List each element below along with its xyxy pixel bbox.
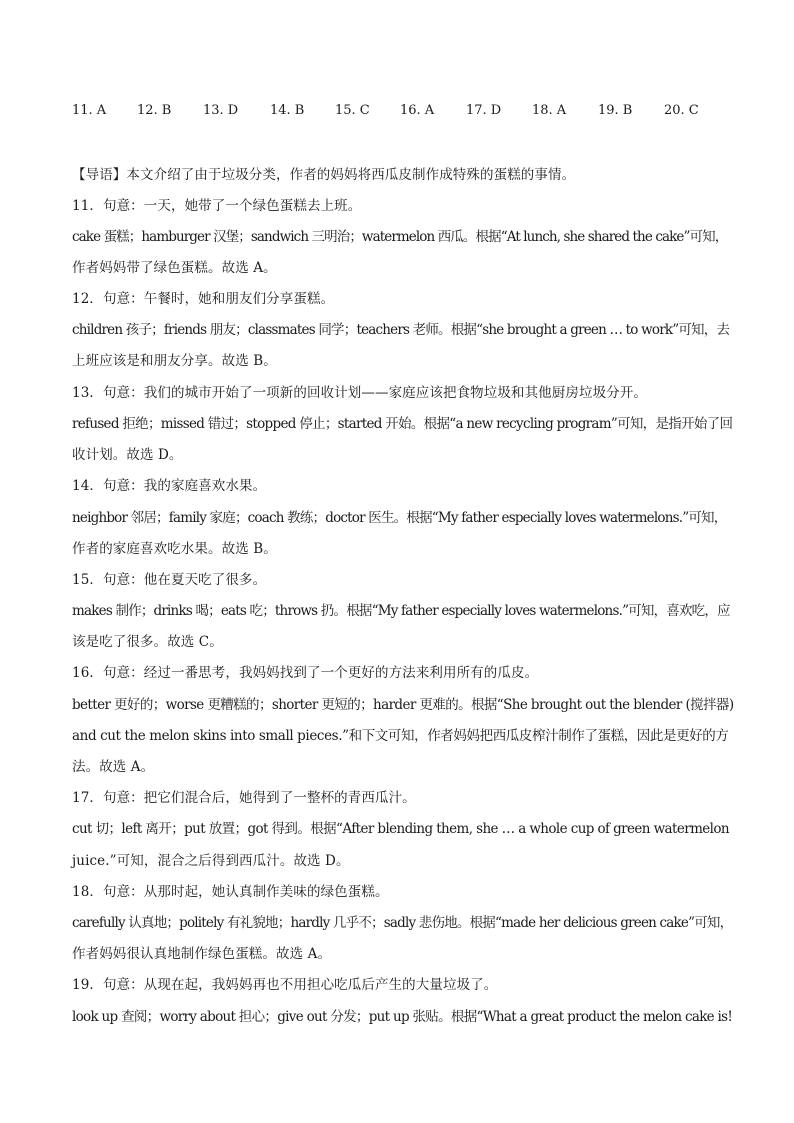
explanation-line: 该是吃了很多。故选 C。 <box>72 634 223 650</box>
answer-key-item: 15. C <box>335 103 370 118</box>
question-meaning: 15．句意：他在夏天吃了很多。 <box>72 572 267 588</box>
question-meaning: 17．句意：把它们混合后，她得到了一整杯的青西瓜汁。 <box>72 790 416 806</box>
explanation-line: 法。故选 A。 <box>72 759 155 775</box>
answer-key-item: 18. A <box>532 103 567 118</box>
question-meaning: 13．句意：我们的城市开始了一项新的回收计划——家庭应该把食物垃圾和其他厨房垃圾分开。 <box>72 385 647 401</box>
question-meaning: 19．句意：从现在起，我妈妈再也不用担心吃瓜后产生的大量垃圾了。 <box>72 977 498 993</box>
question-meaning: 12．句意：午餐时，她和朋友们分享蛋糕。 <box>72 291 335 307</box>
answer-key-item: 17. D <box>466 103 502 118</box>
question-meaning: 16．句意：经过一番思考，我妈妈找到了一个更好的方法来利用所有的瓜皮。 <box>72 665 539 681</box>
answer-key-item: 19. B <box>598 103 633 118</box>
explanation-line: children 孩子；friends 朋友；classmates 同学；teachers 老师。根据“she brought a green … to work”可知，去 <box>72 322 730 338</box>
answer-key-item: 11. A <box>72 103 107 118</box>
explanation-line: cut 切；left 离开；put 放置；got 得到。根据“After blending them, she … a whole cup of green watermelon <box>72 821 729 837</box>
answer-key-item: 20. C <box>664 103 699 118</box>
explanation-line: better 更好的；worse 更糟糕的；shorter 更短的；harder 更难的。根据“She brought out the blender (搅拌器) <box>72 697 734 713</box>
answer-key-item: 14. B <box>270 103 305 118</box>
explanation-line: juice.”可知，混合之后得到西瓜汁。故选 D。 <box>72 853 350 869</box>
lead-paragraph: 【导语】本文介绍了由于垃圾分类，作者的妈妈将西瓜皮制作成特殊的蛋糕的事情。 <box>72 167 576 183</box>
explanation-line: carefully 认真地；politely 有礼貌地；hardly 几乎不；sadly 悲伤地。根据“made her delicious green cake”可知， <box>72 915 733 931</box>
explanation-line: look up 查阅；worry about 担心；give out 分发；put up 张贴。根据“What a great product the melon cake is! <box>72 1009 733 1025</box>
answer-key-item: 16. A <box>400 103 435 118</box>
explanation-line: 作者妈妈带了绿色蛋糕。故选 A。 <box>72 260 277 276</box>
question-meaning: 18．句意：从那时起，她认真制作美味的绿色蛋糕。 <box>72 884 389 900</box>
answer-key-item: 13. D <box>203 103 239 118</box>
explanation-line: 上班应该是和朋友分享。故选 B。 <box>72 353 277 369</box>
explanation-line: 收计划。故选 D。 <box>72 447 183 463</box>
question-meaning: 11．句意：一天，她带了一个绿色蛋糕去上班。 <box>72 198 362 214</box>
explanation-line: refused 拒绝；missed 错过；stopped 停止；started 开始。根据“a new recycling program”可知，是指开始了回 <box>72 416 733 432</box>
question-meaning: 14．句意：我的家庭喜欢水果。 <box>72 478 267 494</box>
explanation-line: 作者的家庭喜欢吃水果。故选 B。 <box>72 541 277 557</box>
explanation-line: makes 制作；drinks 喝；eats 吃；throws 扔。根据“My father especially loves watermelons.”可知，喜欢吃，应 <box>72 603 730 619</box>
explanation-line: cake 蛋糕；hamburger 汉堡；sandwich 三明治；watermelon 西瓜。根据“At lunch, she shared the cake”可知， <box>72 229 728 245</box>
explanation-line: and cut the melon skins into small pieces.”和下文可知，作者妈妈把西瓜皮榨汁制作了蛋糕，因此是更好的方 <box>72 728 729 744</box>
explanation-line: 作者妈妈很认真地制作绿色蛋糕。故选 A。 <box>72 946 332 962</box>
answer-key-item: 12. B <box>137 103 172 118</box>
explanation-line: neighbor 邻居；family 家庭；coach 教练；doctor 医生。根据“My father especially loves watermelons.”可知， <box>72 510 727 526</box>
